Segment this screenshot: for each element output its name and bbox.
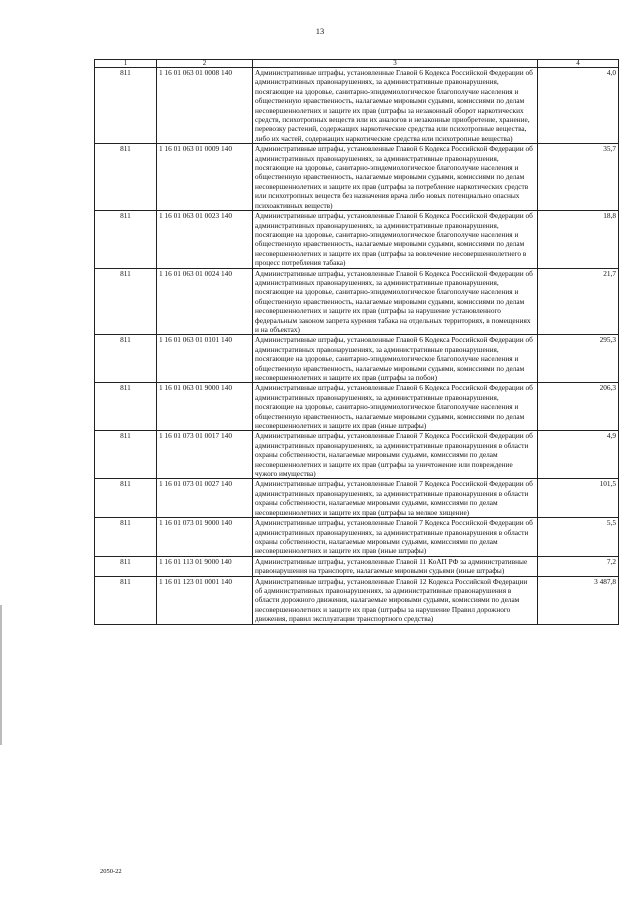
kbk-code-cell: 1 16 01 073 01 0027 140 [157, 479, 253, 518]
table-row [95, 68, 619, 144]
description-cell: Административные штрафы, установленные Главой 11 КоАП РФ за административные правонарушения на транспорте, налагаемые мировыми судьями (иные штрафы) [253, 556, 538, 576]
description-cell: Административные штрафы, установленные Главой 6 Кодекса Российской Федерации об административных правонарушениях, за административные правонарушения, посягающие на здоровье, санитарно-эпидемиологическое благополучие населения и общественную нравственность, налагаемые мировыми судьями, комиссиями по делам несовершеннолетних и защите их прав (иные штрафы) [253, 383, 538, 431]
amount-cell: 101,5 [538, 479, 619, 518]
column-header-admin: 1 [95, 60, 157, 68]
amount-cell: 21,7 [538, 268, 619, 335]
kbk-code-cell: 1 16 01 063 01 0023 140 [157, 211, 253, 268]
scan-edge-mark [0, 605, 2, 745]
table-row [95, 518, 619, 557]
kbk-code-cell: 1 16 01 063 01 0024 140 [157, 268, 253, 335]
description-cell: Административные штрафы, установленные Главой 6 Кодекса Российской Федерации об административных правонарушениях, за административные правонарушения, посягающие на здоровье, санитарно-эпидемиологическое благополучие населения и общественную нравственность, налагаемые мировыми судьями, комиссиями по делам несовершеннолетних и защите их прав (штрафы за нарушение установленного федеральным законом запрета курения табака на отдельных территориях, в помещениях и на объектах) [253, 268, 538, 335]
table-row [95, 556, 619, 576]
amount-cell: 7,2 [538, 556, 619, 576]
kbk-code-cell: 1 16 01 063 01 0008 140 [157, 68, 253, 144]
column-header-description: 3 [253, 60, 538, 68]
kbk-code-cell: 1 16 01 113 01 9000 140 [157, 556, 253, 576]
table-row [95, 576, 619, 624]
kbk-code-cell: 1 16 01 063 01 9000 140 [157, 383, 253, 431]
admin-code-cell: 811 [95, 335, 157, 383]
amount-cell: 35,7 [538, 144, 619, 211]
description-cell: Административные штрафы, установленные Главой 6 Кодекса Российской Федерации об административных правонарушениях, за административные правонарушения, посягающие на здоровье, санитарно-эпидемиологическое благополучие населения и общественную нравственность, налагаемые мировыми судьями, комиссиями по делам несовершеннолетних и защите их прав (штрафы за вовлечение несовершеннолетнего в процесс потребления табака) [253, 211, 538, 268]
amount-cell: 4,9 [538, 431, 619, 479]
document-code: 2050-22 [100, 868, 122, 875]
kbk-code-cell: 1 16 01 123 01 0001 140 [157, 576, 253, 624]
kbk-code-cell: 1 16 01 073 01 9000 140 [157, 518, 253, 557]
admin-code-cell: 811 [95, 68, 157, 144]
revenue-table [94, 59, 619, 625]
table-row [95, 383, 619, 431]
page-number: 13 [315, 26, 325, 36]
table-row [95, 211, 619, 268]
table-header-row [95, 60, 619, 68]
admin-code-cell: 811 [95, 268, 157, 335]
amount-cell: 5,5 [538, 518, 619, 557]
admin-code-cell: 811 [95, 556, 157, 576]
amount-cell: 18,8 [538, 211, 619, 268]
admin-code-cell: 811 [95, 431, 157, 479]
description-cell: Административные штрафы, установленные Главой 6 Кодекса Российской Федерации об административных правонарушениях, за административные правонарушения, посягающие на здоровье, санитарно-эпидемиологическое благополучие населения и общественную нравственность, налагаемые мировыми судьями, комиссиями по делам несовершеннолетних и защите их прав (штрафы за побои) [253, 335, 538, 383]
admin-code-cell: 811 [95, 518, 157, 557]
amount-cell: 206,3 [538, 383, 619, 431]
kbk-code-cell: 1 16 01 063 01 0101 140 [157, 335, 253, 383]
amount-cell: 4,0 [538, 68, 619, 144]
amount-cell: 3 487,8 [538, 576, 619, 624]
table-body [95, 68, 619, 625]
description-cell: Административные штрафы, установленные Главой 6 Кодекса Российской Федерации об административных правонарушениях, за административные правонарушения, посягающие на здоровье, санитарно-эпидемиологическое благополучие населения и общественную нравственность, налагаемые мировыми судьями, комиссиями по делам несовершеннолетних и защите их прав (штрафы за незаконный оборот наркотических средств, психотропных веществ или их аналогов и незаконные приобретение, хранение, перевозку растений, содержащих наркотические средства или психотропные вещества, либо их частей, содержащих наркотические средства или психотропные вещества) [253, 68, 538, 144]
admin-code-cell: 811 [95, 211, 157, 268]
table-row [95, 335, 619, 383]
admin-code-cell: 811 [95, 479, 157, 518]
column-header-kbk: 2 [157, 60, 253, 68]
description-cell: Административные штрафы, установленные Главой 6 Кодекса Российской Федерации об административных правонарушениях, за административные правонарушения, посягающие на здоровье, санитарно-эпидемиологическое благополучие населения и общественную нравственность, налагаемые мировыми судьями, комиссиями по делам несовершеннолетних и защите их прав (штрафы за потребление наркотических средств или психотропных веществ без назначения врача либо новых потенциально опасных психоактивных веществ) [253, 144, 538, 211]
description-cell: Административные штрафы, установленные Главой 7 Кодекса Российской Федерации об административных правонарушениях, за административные правонарушения в области охраны собственности, налагаемые мировыми судьями, комиссиями по делам несовершеннолетних и защите их прав (штрафы за уничтожение или повреждение чужого имущества) [253, 431, 538, 479]
kbk-code-cell: 1 16 01 063 01 0009 140 [157, 144, 253, 211]
admin-code-cell: 811 [95, 576, 157, 624]
description-cell: Административные штрафы, установленные Главой 7 Кодекса Российской Федерации об административных правонарушениях, за административные правонарушения в области охраны собственности, налагаемые мировыми судьями, комиссиями по делам несовершеннолетних и защите их прав (штрафы за мелкое хищение) [253, 479, 538, 518]
amount-cell: 295,3 [538, 335, 619, 383]
kbk-code-cell: 1 16 01 073 01 0017 140 [157, 431, 253, 479]
description-cell: Административные штрафы, установленные Главой 7 Кодекса Российской Федерации об административных правонарушениях, за административные правонарушения в области охраны собственности, налагаемые мировыми судьями, комиссиями по делам несовершеннолетних и защите их прав (иные штрафы) [253, 518, 538, 557]
admin-code-cell: 811 [95, 144, 157, 211]
table-row [95, 479, 619, 518]
description-cell: Административные штрафы, установленные Главой 12 Кодекса Российской Федерации об административных правонарушениях, за административные правонарушения в области дорожного движения, налагаемые мировыми судьями, комиссиями по делам несовершеннолетних и защите их прав (штрафы за нарушение Правил дорожного движения, правил эксплуатации транспортного средства) [253, 576, 538, 624]
table-row [95, 268, 619, 335]
admin-code-cell: 811 [95, 383, 157, 431]
table-row [95, 431, 619, 479]
table-row [95, 144, 619, 211]
column-header-amount: 4 [538, 60, 619, 68]
